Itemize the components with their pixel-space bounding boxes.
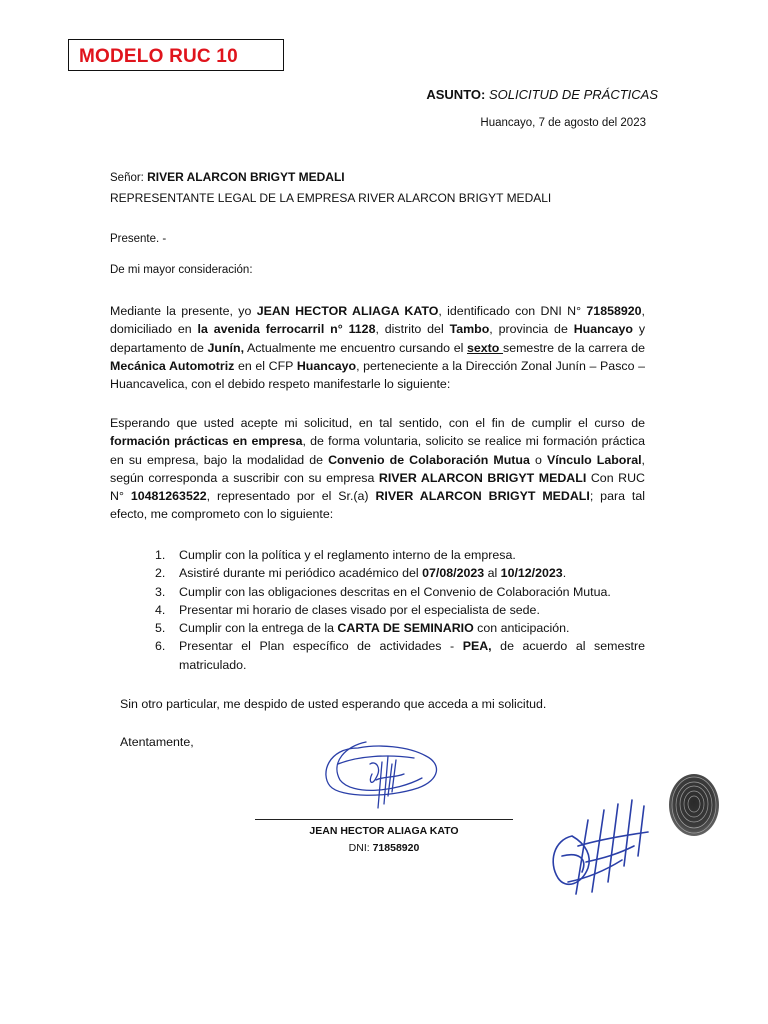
list-number: 2. (155, 566, 166, 581)
list-number: 1. (155, 548, 166, 562)
text: , representado por el Sr.(a) (206, 489, 376, 504)
list-text: Asistiré durante mi periódico académico del (179, 566, 423, 581)
ruc-number: 10481263522 (130, 489, 207, 504)
course: formación prácticas en empresa (110, 434, 303, 449)
text: ; para tal efecto, me comprometo con lo siguiente: (110, 489, 645, 522)
place-date: Huancayo, 7 de agosto del 2023 (480, 117, 646, 129)
mode-agreement: Convenio de Colaboración Mutua (328, 452, 530, 467)
list-text: de acuerdo al semestre matriculado. (179, 639, 645, 672)
list-number: 5. (155, 621, 166, 636)
text: Actualmente me encuentro cursando el (244, 340, 467, 355)
second-signature (548, 796, 660, 896)
semester: sexto (467, 340, 504, 355)
end-date: 10/12/2023 (500, 566, 563, 581)
cfp: Huancayo (296, 358, 357, 373)
signer-dni (255, 842, 513, 854)
career: Mecánica Automotriz (110, 358, 235, 373)
text: Con RUC N° (110, 470, 645, 504)
text: , provincia de (489, 322, 574, 337)
company-name: RIVER ALARCON BRIGYT MEDALI (378, 470, 587, 485)
model-label: MODELO RUC 10 (68, 39, 284, 71)
text: Esperando que usted acepte mi solicitud, en tal sentido, con el fin de cumplir el curso de (110, 416, 645, 430)
recipient-line (110, 170, 345, 184)
greeting: De mi mayor consideración: (110, 264, 253, 276)
text: en el CFP (234, 358, 297, 373)
list-item (155, 546, 645, 564)
list-text: al (484, 566, 501, 581)
pea: PEA, (462, 639, 492, 654)
text: , distrito del (375, 322, 450, 337)
text: , identificado con DNI N° (438, 304, 587, 318)
paragraph-request (110, 414, 645, 524)
signature-scribble (318, 734, 448, 818)
list-number: 3. (155, 584, 166, 599)
text: y departamento de (110, 322, 646, 355)
text: , perteneciente a la Dirección Zonal Junín – Pasco – Huancavelica, con el debido respeto manifestarle lo siguiente: (110, 358, 645, 392)
paragraph-intro (110, 302, 645, 393)
list-text: Presentar mi horario de clases visado por el especialista de sede. (179, 602, 540, 617)
start-date: 07/08/2023 (422, 566, 485, 581)
text: , según corresponda a suscribir con su empresa (110, 452, 645, 485)
signer-name: JEAN HECTOR ALIAGA KATO (309, 825, 459, 837)
list-text: Cumplir con la política y el reglamento interno de la empresa. (179, 548, 516, 562)
department: Junín, (207, 340, 245, 355)
list-number: 6. (155, 639, 166, 654)
subject-line (426, 87, 658, 102)
district: Tambo (449, 322, 490, 337)
text: semestre de la carrera de (503, 340, 645, 355)
representative-name: RIVER ALARCON BRIGYT MEDALI (375, 489, 590, 504)
subject-value: SOLICITUD DE PRÁCTICAS (488, 87, 658, 102)
farewell: Sin otro particular, me despido de usted esperando que acceda a mi solicitud. (120, 697, 547, 711)
presente: Presente. - (110, 233, 167, 245)
text: , domiciliado en (110, 304, 645, 337)
list-item (155, 583, 645, 601)
signature-line (255, 819, 513, 820)
student-dni: 71858920 (586, 304, 642, 318)
text: , de forma voluntaria, solicito se realice mi formación práctica en su empresa, bajo la modalidad de (110, 434, 645, 467)
regards: Atentamente, (120, 735, 194, 749)
list-item (155, 619, 645, 637)
student-name: JEAN HECTOR ALIAGA KATO (256, 304, 439, 318)
fingerprint (664, 770, 724, 840)
seminar-letter: CARTA DE SEMINARIO (337, 621, 474, 636)
text: o (529, 452, 547, 467)
list-item (155, 564, 645, 582)
province: Huancayo (573, 322, 633, 337)
list-text: con anticipación. (473, 621, 570, 636)
subject-label: ASUNTO: (426, 87, 486, 102)
salutation-prefix: Señor: (110, 172, 148, 184)
list-number: 4. (155, 602, 166, 617)
list-item (155, 601, 645, 619)
list-item (155, 637, 645, 674)
recipient-name: RIVER ALARCON BRIGYT MEDALI (147, 170, 345, 184)
address: la avenida ferrocarril n° 1128 (197, 322, 376, 337)
recipient-role: REPRESENTANTE LEGAL DE LA EMPRESA RIVER ALARCON BRIGYT MEDALI (110, 191, 552, 205)
dni-label: DNI: (348, 842, 373, 854)
mode-labor: Vínculo Laboral (546, 452, 642, 467)
list-text: Presentar el Plan específico de actividades - (179, 639, 463, 654)
text: Mediante la presente, yo (110, 304, 257, 318)
list-text: Cumplir con la entrega de la (179, 621, 338, 636)
list-text: . (562, 566, 567, 581)
commitment-list (155, 546, 645, 674)
list-text: Cumplir con las obligaciones descritas en el Convenio de Colaboración Mutua. (179, 584, 611, 599)
dni-value: 71858920 (372, 842, 420, 854)
